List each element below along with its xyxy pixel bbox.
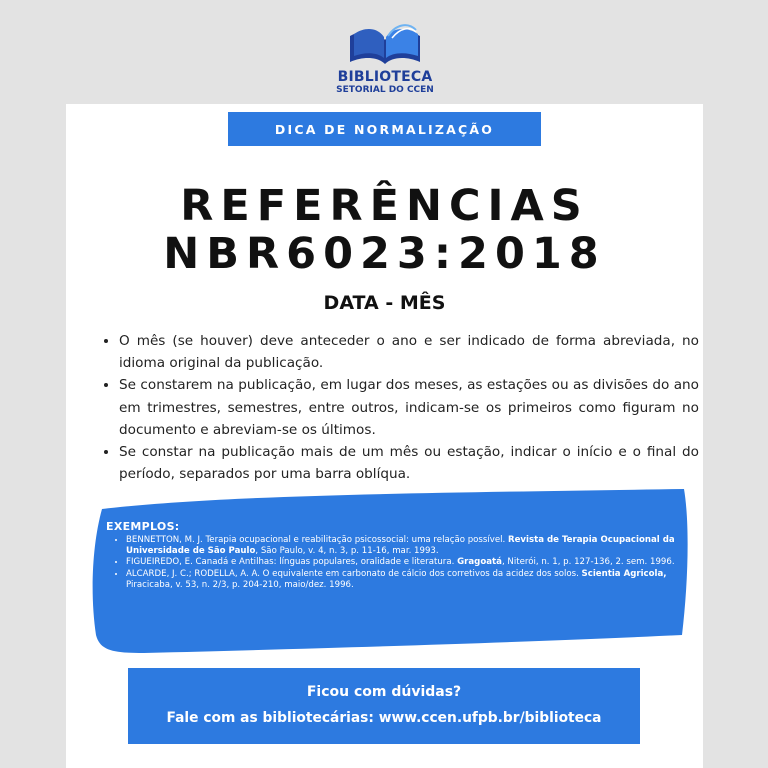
list-item: • FIGUEIREDO, E. Canadá e Antilhas: línguas populares, oralidade e literatura. Gragoatá, Niterói, n. 1, p. 127-136, 2. sem. 1996. (126, 557, 676, 568)
open-book-icon (344, 22, 426, 68)
category-tag: DICA DE NORMALIZAÇÃO (228, 112, 541, 146)
rules-list (100, 330, 699, 485)
contact-banner (128, 668, 640, 744)
page-title-line-1: REFERÊNCIAS (180, 181, 589, 231)
list-item: • O mês (se houver) deve anteceder o ano e ser indicado de forma abreviada, no idioma original da publicação. (119, 330, 699, 374)
logo-subtitle: SETORIAL DO CCEN (336, 85, 434, 95)
list-item: • Se constar na publicação mais de um mês ou estação, indicar o início e o final do período, separados por uma barra oblíqua. (119, 441, 699, 485)
logo-title: BIBLIOTECA (337, 69, 433, 85)
contact-line: Fale com as bibliotecárias: www.ccen.ufpb.br/biblioteca (166, 710, 602, 726)
contact-question: Ficou com dúvidas? (306, 684, 462, 700)
library-logo (330, 22, 440, 106)
list-item: • Se constarem na publicação, em lugar dos meses, as estações ou as divisões do ano em trimestres, semestres, entre outros, indicam-se os primeiros como figuram no documento e abreviam-se os últimos. (119, 374, 699, 441)
examples-heading: EXEMPLOS: (106, 520, 180, 533)
list-item: • BENNETTON, M. J. Terapia ocupacional e reabilitação psicossocial: uma relação possível. Revista de Terapia Ocupacional da Universidade de São Paulo, São Paulo, v. 4, n. 3, p. 11-16, mar. 1993. (126, 535, 676, 557)
section-subtitle: DATA - MÊS (323, 292, 446, 314)
page-title-line-2: NBR6023:2018 (163, 229, 606, 279)
examples-list (106, 535, 676, 591)
list-item: • ALCARDE, J. C.; RODELLA, A. A. O equivalente em carbonato de cálcio dos corretivos da acidez dos solos. Scientia Agricola, Piracicaba, v. 53, n. 2/3, p. 204-210, maio/dez. 1996. (126, 569, 676, 591)
examples-box (106, 520, 676, 591)
